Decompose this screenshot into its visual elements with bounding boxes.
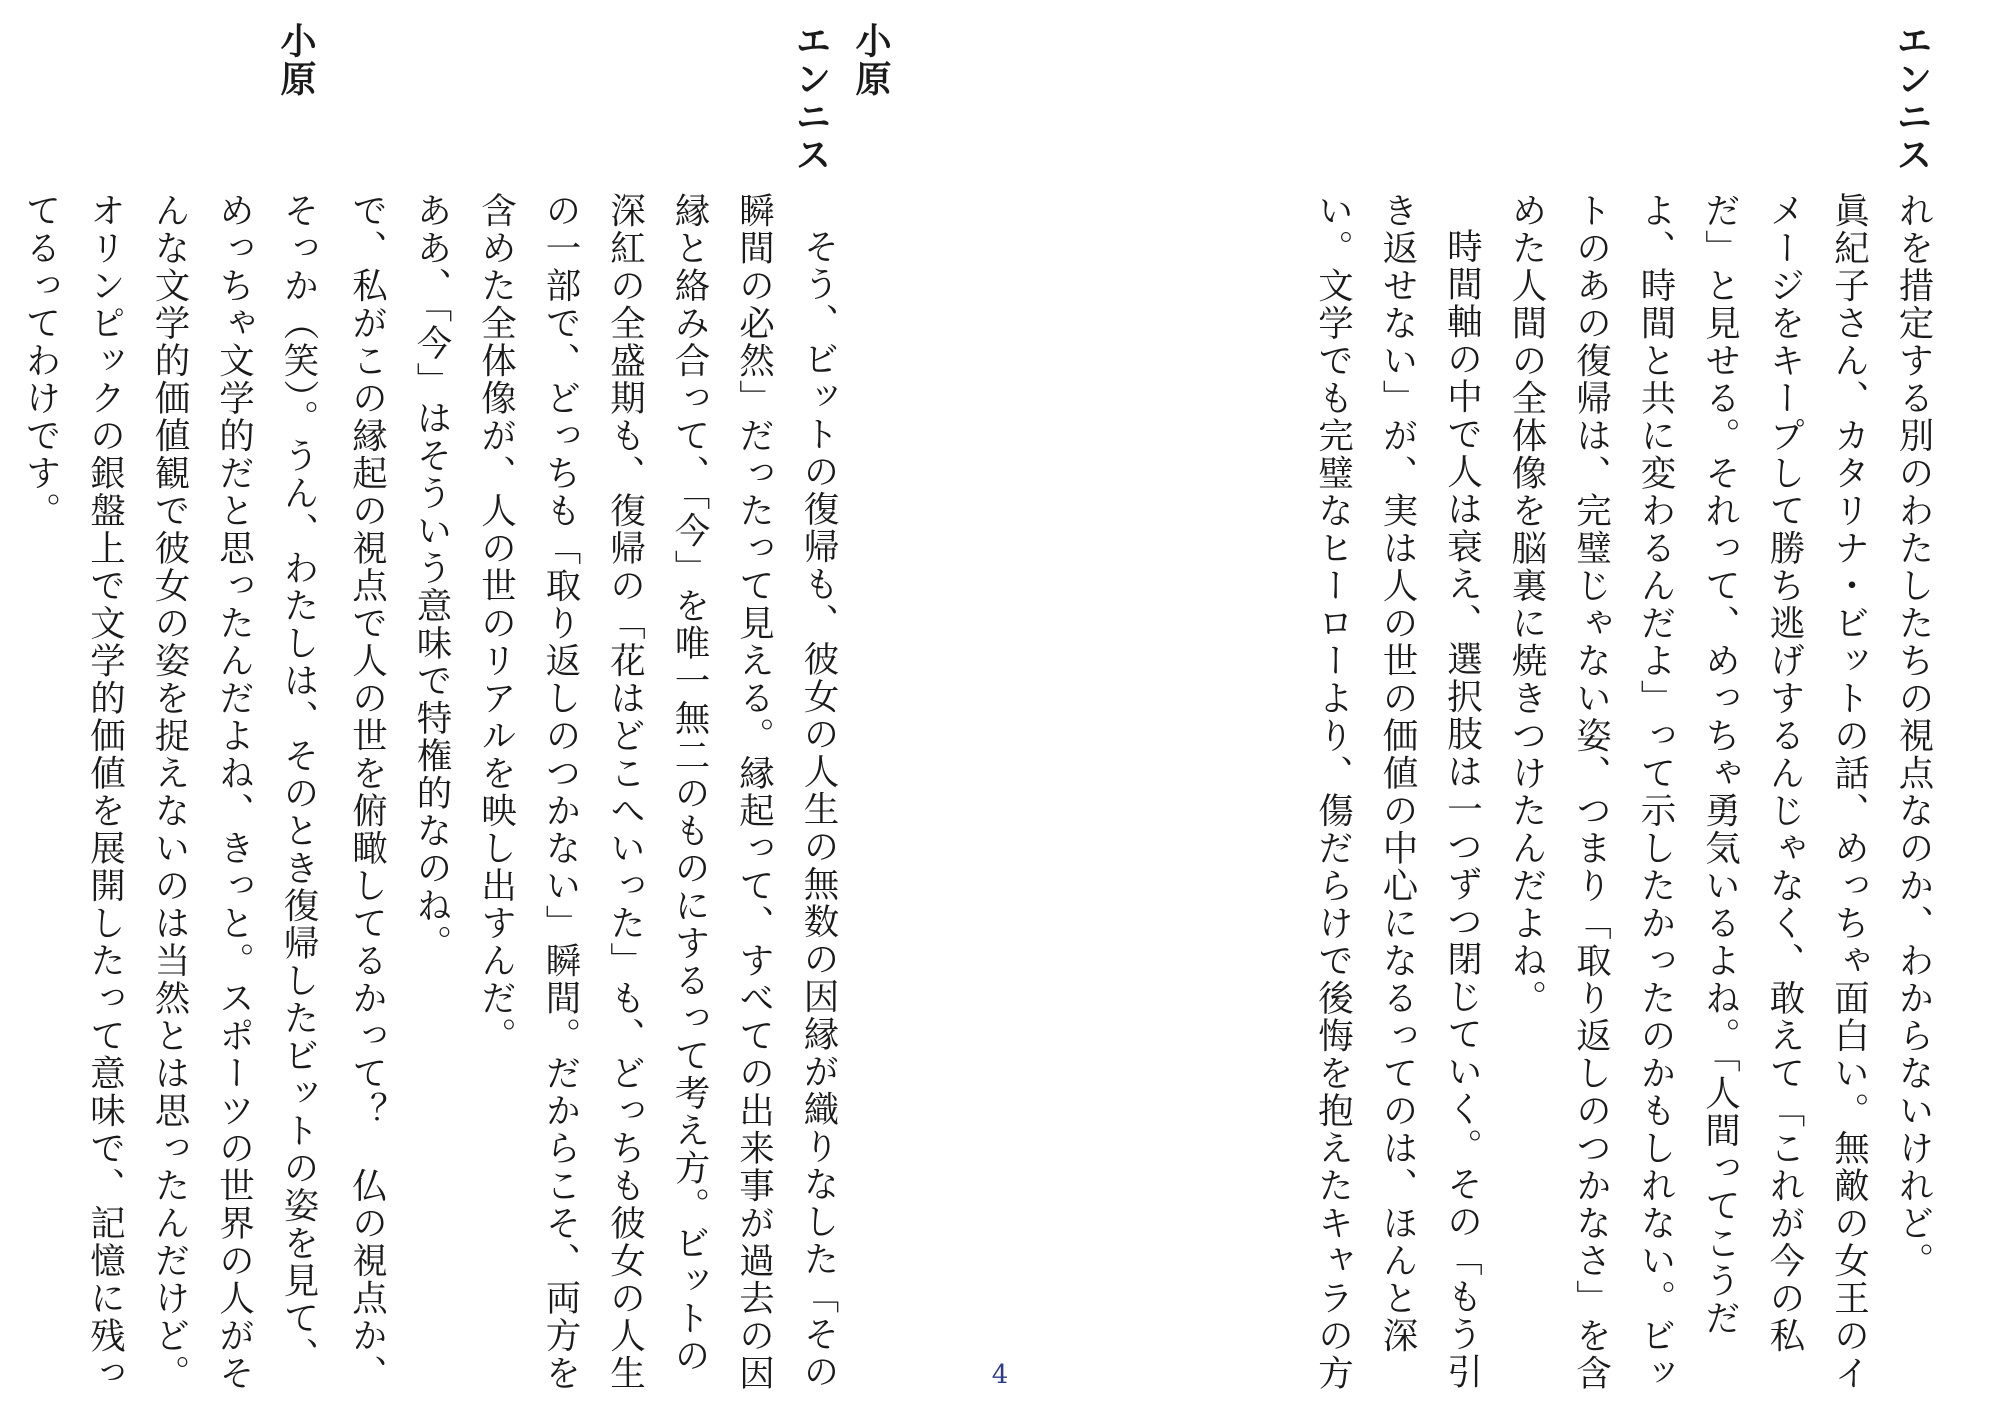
paragraph: そっか（笑）。うん、わたしは、そのとき復帰したビットの姿を見て、めっちゃ文学的だと思ったんだよね、きっと。スポーツの世界の人がそんな文学的価値観で彼女の姿を捉えないのは当然とは思ったんだけど。オリンピックの銀盤上で文学的価値を展開したって意味で、記憶に残ってるってわけです。 (20, 192, 319, 1392)
speaker-name: 小原 (275, 22, 316, 98)
paragraph: で、私がこの縁起の視点で人の世を俯瞰してるかって？ 仏の視点か、 (346, 192, 388, 1392)
speech-block (330, 192, 850, 1392)
speaker-name: エンニス (790, 22, 831, 174)
speech-block (1300, 192, 1945, 1392)
speaker-name: 小原 (850, 22, 891, 98)
page-number: 4 (991, 1360, 1009, 1390)
paragraph: 眞紀子さん、カタリナ・ビットの話、めっちゃ面白い。無敵の女王のイメージをキープして勝ち逃げするんじゃなく、敢えて「これが今の私だ」と見せる。それって、めっちゃ勇気いるよね。「人間ってこうだよ、時間と共に変わるんだよ」って示したかったのかもしれない。ビットのあの復帰は、完璧じゃない姿、つまり「取り返しのつかなさ」を含めた人間の全体像を脳裏に焼きつけたんだよね。 (1506, 192, 1870, 1392)
paragraph: ああ、「今」はそういう意味で特権的なのね。 (411, 192, 452, 962)
paragraph: そう、ビットの復帰も、彼女の人生の無数の因縁が織りなした「その瞬間の必然」だったって見える。縁起って、すべての出来事が過去の因縁と絡み合って、「今」を唯一無二のものにするって考え方。ビットの深紅の全盛期も、復帰の「花はどこへいった」も、どっちも彼女の人生の一部で、どっちも「取り返しのつかない」瞬間。だからこそ、両方を含めた全体像が、人の世のリアルを映し出すんだ。 (475, 192, 839, 1392)
paragraph: 時間軸の中で人は衰え、選択肢は一つずつ閉じていく。その「もう引き返せない」が、実は人の世の価値の中心になるってのは、ほんと深い。文学でも完璧なヒーローより、傷だらけで後悔を抱えたキャラの方 (1312, 192, 1483, 1392)
speaker-name: エンニス (1891, 22, 1932, 174)
speech-block (10, 192, 330, 1392)
paragraph: れを措定する別のわたしたちの視点なのか、わからないけれど。 (1893, 192, 1934, 1280)
